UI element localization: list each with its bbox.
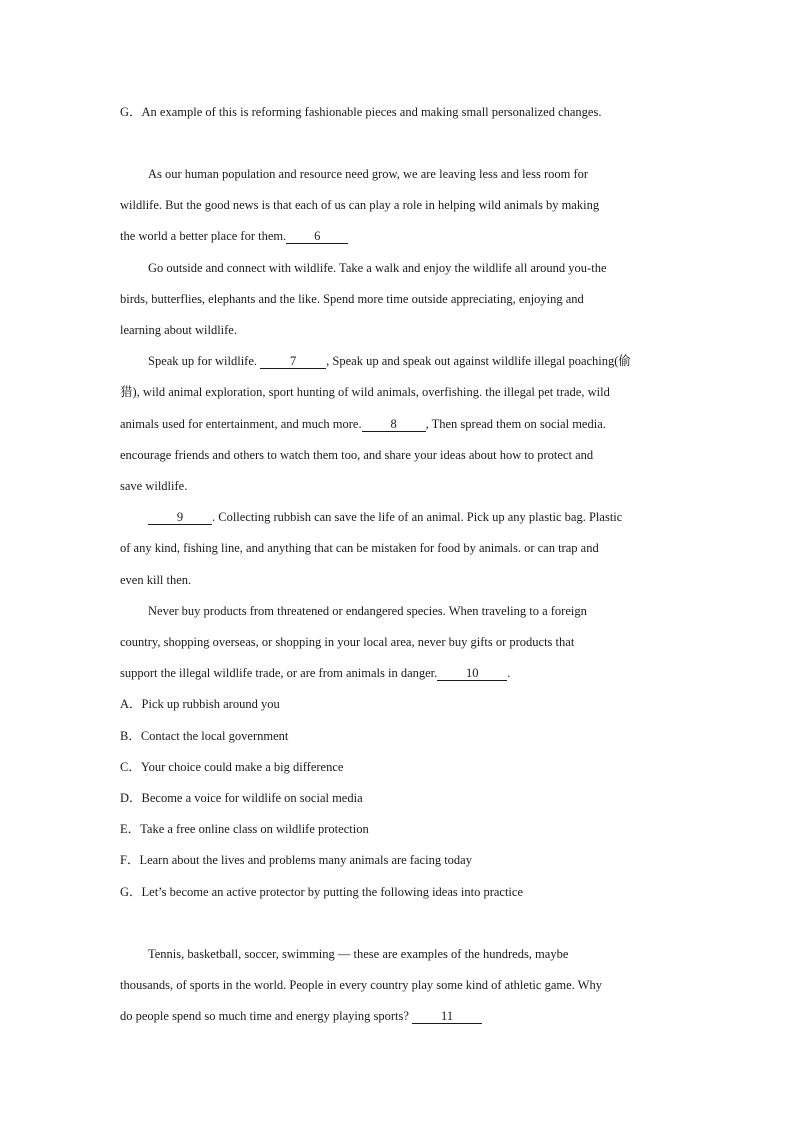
answer-blank-6: 6 xyxy=(286,229,348,244)
passage-text: the world a better place for them. xyxy=(120,229,287,243)
passage-line xyxy=(120,665,680,681)
passage-line: As our human population and resource need grow, we are leaving less and less room for xyxy=(148,167,589,181)
passage-line: Never buy products from threatened or endangered species. When traveling to a foreign xyxy=(148,604,587,618)
passage-line xyxy=(148,353,708,369)
passage-line: 猎), wild animal exploration, sport hunting of wild animals, overfishing. the illegal pet trade, wild xyxy=(120,385,610,399)
passage-line xyxy=(120,1008,680,1024)
answer-blank-9: 9 xyxy=(148,510,212,525)
passage-line: Tennis, basketball, soccer, swimming — these are examples of the hundreds, maybe xyxy=(148,947,569,961)
passage-text: . xyxy=(507,666,511,680)
passage-line xyxy=(120,416,680,432)
passage-text: , Speak up and speak out against wildlife illegal poaching(偷 xyxy=(326,354,631,368)
option-g-previous: G．An example of this is reforming fashionable pieces and making small personalized changes. xyxy=(120,105,602,119)
option-g: G．Let’s become an active protector by putting the following ideas into practice xyxy=(120,885,523,899)
passage-line: birds, butterflies, elephants and the like. Spend more time outside appreciating, enjoying and xyxy=(120,292,584,306)
answer-blank-8: 8 xyxy=(362,417,426,432)
answer-blank-11: 11 xyxy=(412,1009,482,1024)
passage-line xyxy=(148,509,708,525)
passage-line: even kill then. xyxy=(120,573,192,587)
passage-text: animals used for entertainment, and much more. xyxy=(120,417,362,431)
passage-line: of any kind, fishing line, and anything that can be mistaken for food by animals. or can trap and xyxy=(120,541,599,555)
passage-line xyxy=(120,228,680,244)
passage-text: , Then spread them on social media. xyxy=(425,417,606,431)
passage-text: support the illegal wildlife trade, or are from animals in danger. xyxy=(120,666,438,680)
passage-line: learning about wildlife. xyxy=(120,323,237,337)
passage-line: save wildlife. xyxy=(120,479,188,493)
passage-text: . Collecting rubbish can save the life of an animal. Pick up any plastic bag. Plastic xyxy=(212,510,623,524)
option-b: B．Contact the local government xyxy=(120,729,289,743)
passage-text: Speak up for wildlife. xyxy=(148,354,261,368)
option-c: C．Your choice could make a big difference xyxy=(120,760,344,774)
passage-line: wildlife. But the good news is that each of us can play a role in helping wild animals by making xyxy=(120,198,600,212)
option-d: D．Become a voice for wildlife on social media xyxy=(120,791,363,805)
passage-line: encourage friends and others to watch them too, and share your ideas about how to protect and xyxy=(120,448,594,462)
passage-text: do people spend so much time and energy playing sports? xyxy=(120,1009,413,1023)
option-f: F．Learn about the lives and problems many animals are facing today xyxy=(120,853,472,867)
option-a: A．Pick up rubbish around you xyxy=(120,697,280,711)
option-e: E．Take a free online class on wildlife protection xyxy=(120,822,369,836)
passage-line: Go outside and connect with wildlife. Take a walk and enjoy the wildlife all around you-the xyxy=(148,261,607,275)
answer-blank-7: 7 xyxy=(260,354,326,369)
answer-blank-10: 10 xyxy=(437,666,507,681)
passage-line: country, shopping overseas, or shopping in your local area, never buy gifts or products that xyxy=(120,635,575,649)
passage-line: thousands, of sports in the world. People in every country play some kind of athletic game. Why xyxy=(120,978,602,992)
